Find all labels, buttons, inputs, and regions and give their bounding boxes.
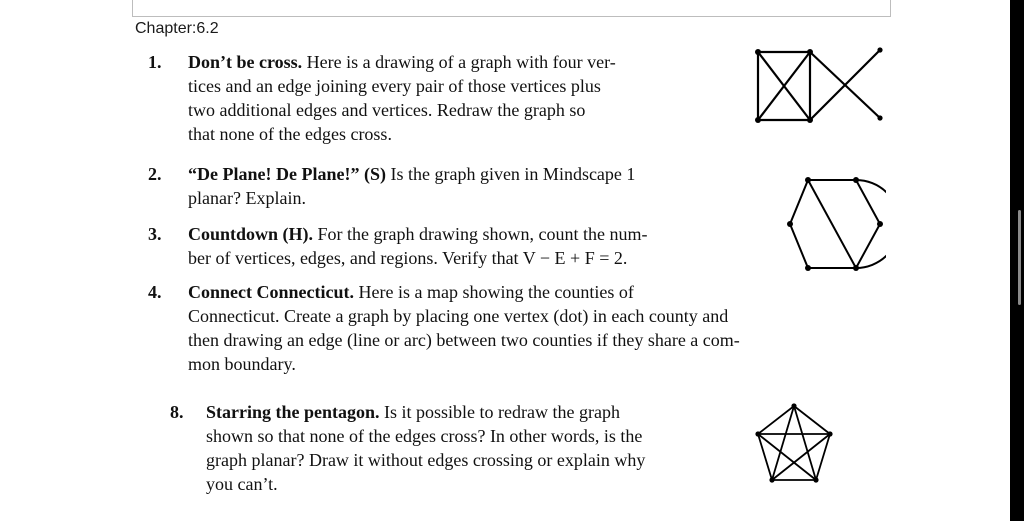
problem-text: Don’t be cross. Here is a drawing of a graph with four ver- tices and an edge joining every pair of those vertices plus two additional edges and vertices. Redraw the graph so that none of the edges cross. — [188, 52, 616, 144]
top-frame — [132, 0, 891, 17]
problem-number: 1. — [148, 52, 162, 72]
problem-title: Connect Connecticut. — [188, 282, 354, 302]
problem-number: 8. — [170, 402, 184, 422]
problem-title: Countdown (H). — [188, 224, 314, 244]
problem-title: Don’t be cross. — [188, 52, 303, 72]
problem-text: “De Plane! De Plane!” (S) Is the graph given in Mindscape 1 planar? Explain. — [188, 164, 636, 208]
problem-title: “De Plane! De Plane!” (S) — [188, 164, 386, 184]
problem-title: Starring the pentagon. — [206, 402, 380, 422]
scrollbar[interactable] — [1018, 210, 1021, 305]
chapter-label: Chapter:6.2 — [135, 20, 219, 37]
problem-text: Countdown (H). For the graph drawing shown, count the num- ber of vertices, edges, and regions. Verify that V − E + F = 2. — [188, 224, 648, 268]
hexagon-arc-graph — [786, 168, 886, 282]
k4-plus-edges-graph — [748, 42, 888, 128]
problem-number: 3. — [148, 224, 162, 244]
problem-text: Connect Connecticut. Here is a map showing the counties of Connecticut. Create a graph by placing one vertex (dot) in each county and then drawing an edge (line or arc) between two counties if they share a com- mon boundary. — [188, 282, 740, 374]
problem-text: Starring the pentagon. Is it possible to redraw the graph shown so that none of the edges cross? In other words, is the graph planar? Draw it without edges crossing or explain why you can’t. — [206, 402, 646, 494]
problem-number: 2. — [148, 164, 162, 184]
problem-number: 4. — [148, 282, 162, 302]
pentagon-star-graph — [752, 400, 836, 486]
